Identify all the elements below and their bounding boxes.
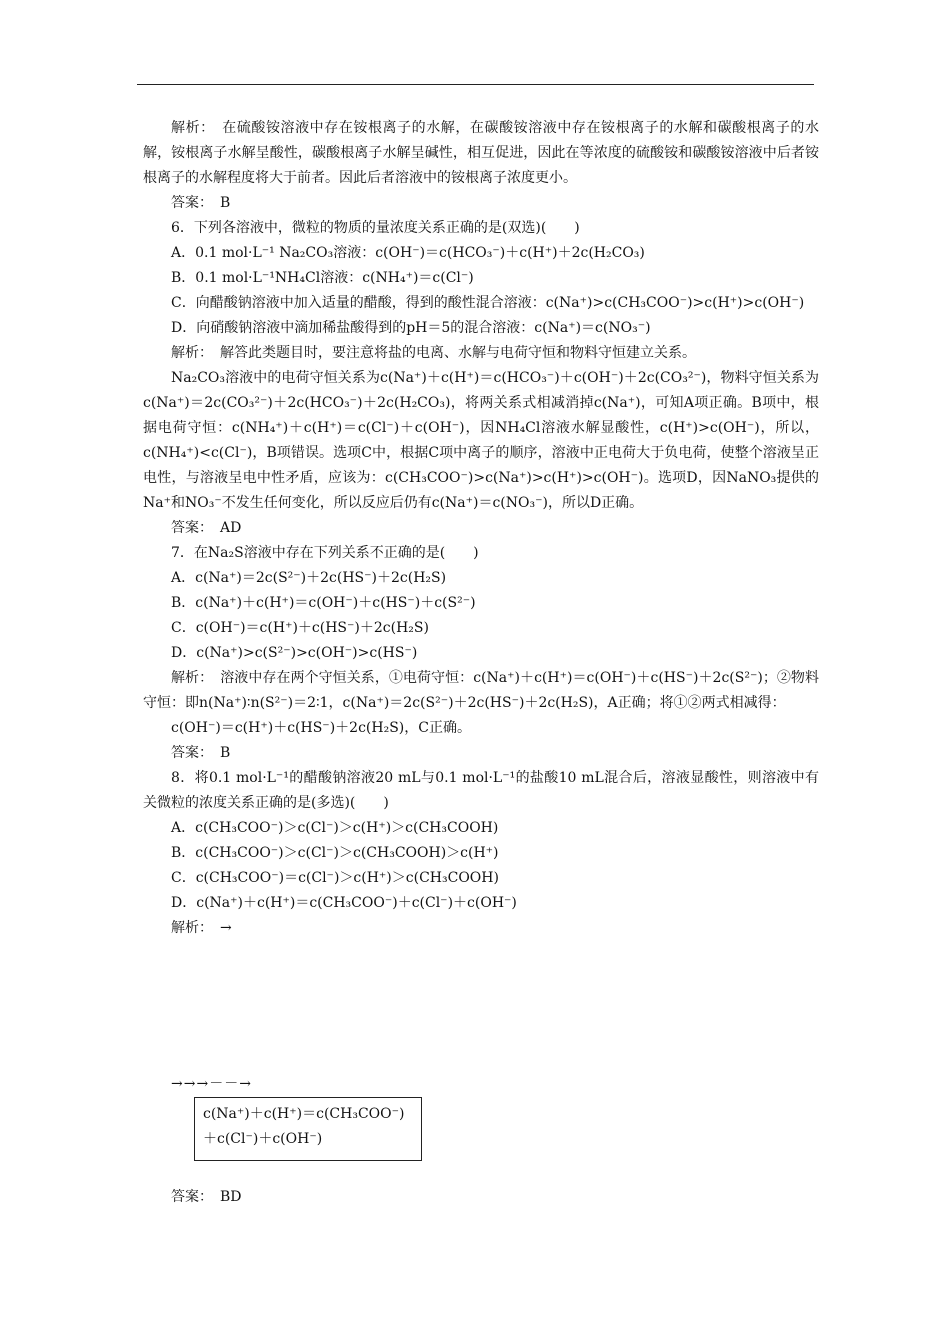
charge-balance-box — [194, 1097, 422, 1161]
question-6-stem: 6．下列各溶液中，微粒的物质的量浓度关系正确的是(双选)( ) — [171, 220, 580, 236]
header-rule — [137, 84, 814, 85]
question-7-analysis: 解析： 溶液中存在两个守恒关系，①电荷守恒：c(Na⁺)＋c(H⁺)＝c(OH⁻)＋c(HS⁻)＋2c(S²⁻)；②物料守恒：即n(Na⁺)∶n(S²⁻)＝2∶1，c(Na⁺)＝2c(S²⁻)＋2c(HS⁻)＋2c(H₂S)，A正确；将①②两式相减得： — [143, 670, 819, 711]
question-7-option-a: A．c(Na⁺)＝2c(S²⁻)＋2c(HS⁻)＋2c(H₂S) — [171, 570, 447, 586]
answer-line: 答案： B — [171, 195, 231, 211]
question-8-analysis: 解析： → — [171, 920, 232, 936]
arrow-sequence: →→→－－→ — [171, 1076, 252, 1092]
analysis-paragraph: 解析： 在硫酸铵溶液中存在铵根离子的水解，在碳酸铵溶液中存在铵根离子的水解和碳酸根离子的水解，铵根离子水解呈酸性，碳酸根离子水解呈碱性，相互促进，因此在等浓度的硫酸铵和碳酸铵溶液中后者铵根离子的水解程度将大于前者。因此后者溶液中的铵根离子浓度更小。 — [143, 120, 819, 186]
question-6-detail: Na₂CO₃溶液中的电荷守恒关系为c(Na⁺)＋c(H⁺)＝c(HCO₃⁻)＋c(OH⁻)＋2c(CO₃²⁻)，物料守恒关系为c(Na⁺)＝2c(CO₃²⁻)＋2c(HCO₃⁻)＋2c(H₂CO₃)，将两关系式相减消掉c(Na⁺)，可知A项正确。B项中，根据电荷守恒：c(NH₄⁺)＋c(H⁺)＝c(Cl⁻)＋c(OH⁻)，因NH₄Cl溶液水解显酸性，c(H⁺)>c(OH⁻)，所以，c(NH₄⁺)<c(Cl⁻)，B项错误。选项C中，根据C项中离子的顺序，溶液中正电荷大于负电荷，使整个溶液呈正电性，与溶液呈电中性矛盾，应该为：c(CH₃COO⁻)>c(Na⁺)>c(H⁺)>c(OH⁻)。选项D，因NaNO₃提供的Na⁺和NO₃⁻不发生任何变化，所以反应后仍有c(Na⁺)＝c(NO₃⁻)，所以D正确。 — [143, 370, 819, 511]
question-6-answer: 答案： AD — [171, 520, 242, 536]
question-8-option-a: A．c(CH₃COO⁻)＞c(Cl⁻)＞c(H⁺)＞c(CH₃COOH) — [171, 820, 499, 836]
question-8-answer: 答案： BD — [171, 1189, 242, 1205]
question-7-stem: 7．在Na₂S溶液中存在下列关系不正确的是( ) — [171, 545, 479, 561]
question-7-option-b: B．c(Na⁺)＋c(H⁺)＝c(OH⁻)＋c(HS⁻)＋c(S²⁻) — [171, 595, 476, 611]
question-8-option-c: C．c(CH₃COO⁻)＝c(Cl⁻)＞c(H⁺)＞c(CH₃COOH) — [171, 870, 499, 886]
question-7-result: c(OH⁻)＝c(H⁺)＋c(HS⁻)＋2c(H₂S)，C正确。 — [171, 720, 471, 736]
question-7-option-c: C．c(OH⁻)＝c(H⁺)＋c(HS⁻)＋2c(H₂S) — [171, 620, 429, 636]
question-7-answer: 答案： B — [171, 745, 231, 761]
question-6-option-a: A．0.1 mol·L⁻¹ Na₂CO₃溶液：c(OH⁻)＝c(HCO₃⁻)＋c(H⁺)＋2c(H₂CO₃) — [171, 245, 645, 261]
question-6-analysis: 解析： 解答此类题目时，要注意将盐的电离、水解与电荷守恒和物料守恒建立关系。 — [171, 345, 696, 361]
box-line-1: c(Na⁺)＋c(H⁺)＝c(CH₃COO⁻) — [203, 1106, 405, 1122]
question-6-option-c: C．向醋酸钠溶液中加入适量的醋酸，得到的酸性混合溶液：c(Na⁺)>c(CH₃COO⁻)>c(H⁺)>c(OH⁻) — [171, 295, 805, 311]
box-line-2: ＋c(Cl⁻)＋c(OH⁻) — [203, 1131, 323, 1147]
question-6-option-d: D．向硝酸钠溶液中滴加稀盐酸得到的pH＝5的混合溶液：c(Na⁺)＝c(NO₃⁻) — [171, 320, 651, 336]
question-8-stem: 8．将0.1 mol·L⁻¹的醋酸钠溶液20 mL与0.1 mol·L⁻¹的盐酸10 mL混合后，溶液显酸性，则溶液中有关微粒的浓度关系正确的是(多选)( ) — [143, 770, 819, 811]
question-6-option-b: B．0.1 mol·L⁻¹NH₄Cl溶液：c(NH₄⁺)＝c(Cl⁻) — [171, 270, 474, 286]
question-7-option-d: D．c(Na⁺)>c(S²⁻)>c(OH⁻)>c(HS⁻) — [171, 645, 418, 661]
question-8-option-d: D．c(Na⁺)＋c(H⁺)＝c(CH₃COO⁻)＋c(Cl⁻)＋c(OH⁻) — [171, 895, 517, 911]
question-8-option-b: B．c(CH₃COO⁻)＞c(Cl⁻)＞c(CH₃COOH)＞c(H⁺) — [171, 845, 499, 861]
document-body — [143, 116, 819, 941]
